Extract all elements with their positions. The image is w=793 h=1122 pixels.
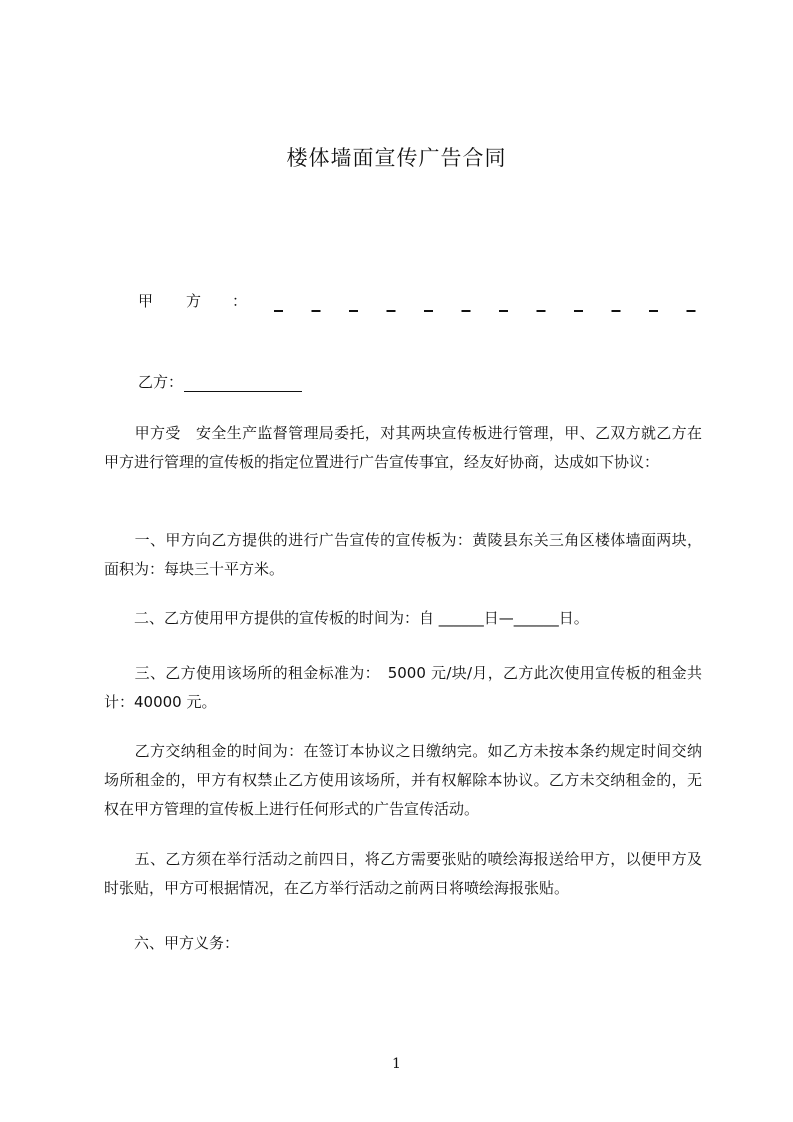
clause-6-heading: 六、甲方义务： — [104, 934, 240, 952]
payment-paragraph: 乙方交纳租金的时间为：在签订本协议之日缴纳完。如乙方未按本条约规定时间交纳场所租金的，甲方有权禁止乙方使用该场所，并有权解除本协议。乙方未交纳租金的，无权在甲方管理的宣传板上进行任何形式的广告宣传活动。 — [104, 742, 702, 818]
clause-3-paragraph: 三、乙方使用该场所的租金标准为： 5000 元/块/月，乙方此次使用宣传板的租金共计：40000 元。 — [104, 664, 702, 711]
page-number: 1 — [392, 1056, 401, 1072]
contract-title: 楼体墙面宣传广告合同 — [286, 146, 507, 170]
party-a-blank-field — [274, 310, 708, 312]
party-b-line — [138, 371, 302, 392]
clause-2-paragraph: 二、乙方使用甲方提供的宣传板的时间为：自 ______日—______日。 — [104, 609, 589, 627]
party-b-label: 乙方： — [138, 373, 184, 391]
party-a-label-2: 方 — [186, 292, 202, 310]
party-a-colon: ： — [232, 292, 248, 310]
party-b-blank-field — [184, 375, 302, 392]
clause-1-paragraph: 一、甲方向乙方提供的进行广告宣传的宣传板为：黄陵县东关三角区楼体墙面两块，面积为：每块三十平方米。 — [104, 531, 702, 578]
party-a-label-1: 甲 — [138, 292, 154, 310]
intro-paragraph: 甲方受 安全生产监督管理局委托，对其两块宣传板进行管理，甲、乙双方就乙方在甲方进行管理的宣传板的指定位置进行广告宣传事宜，经友好协商，达成如下协议： — [104, 424, 702, 471]
party-a-line — [138, 290, 708, 314]
clause-5-paragraph: 五、乙方须在举行活动之前四日，将乙方需要张贴的喷绘海报送给甲方，以便甲方及时张贴，甲方可根据情况，在乙方举行活动之前两日将喷绘海报张贴。 — [104, 850, 702, 897]
